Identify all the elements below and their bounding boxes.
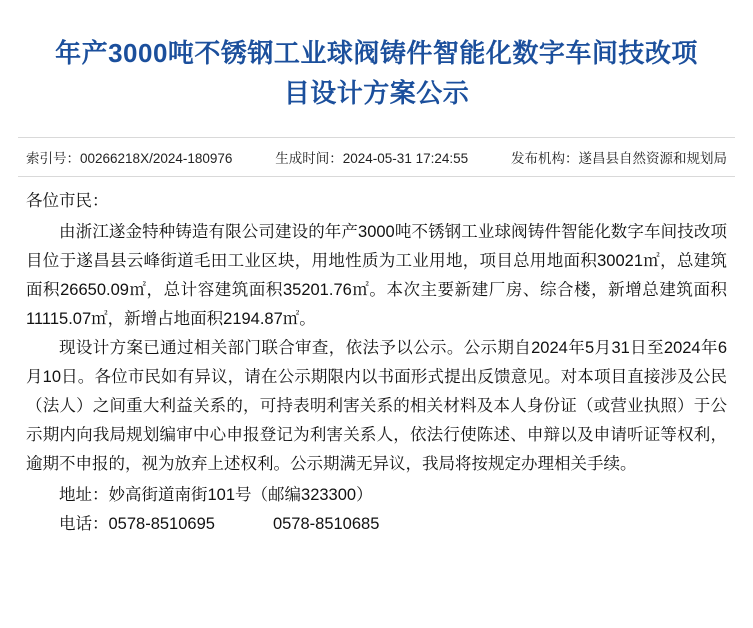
address-label: 地址： xyxy=(59,485,109,504)
meta-created-label: 生成时间： xyxy=(275,150,343,166)
document-page xyxy=(0,17,753,628)
document-meta-bar xyxy=(18,137,735,177)
meta-created-value: 2024-05-31 17:24:55 xyxy=(342,150,469,166)
paragraph-1: 由浙江遂金特种铸造有限公司建设的年产3000吨不锈钢工业球阀铸件智能化数字车间技改项目位于遂昌县云峰街道毛田工业区块，用地性质为工业用地，项目总用地面积30021㎡，总建筑面积26650.09㎡，总计容建筑面积35201.76㎡。本次主要新建厂房、综合楼，新增总建筑面积11115.07㎡，新增占地面积2194.87㎡。 xyxy=(26,222,727,328)
phone-value-2: 0578-8510685 xyxy=(272,514,380,533)
phone-label: 电话： xyxy=(59,514,109,533)
document-body xyxy=(18,177,735,539)
meta-index-label: 索引号： xyxy=(26,150,80,166)
contact-block xyxy=(26,479,727,539)
address-line xyxy=(26,481,727,510)
salutation: 各位市民： xyxy=(26,191,109,210)
meta-index-value: 00266218X/2024-180976 xyxy=(80,150,233,166)
meta-publisher-value: 遂昌县自然资源和规划局 xyxy=(578,150,727,166)
phone-line xyxy=(26,510,727,539)
address-value: 妙高街道南街101号（邮编323300） xyxy=(108,485,373,504)
meta-publisher xyxy=(511,147,727,167)
meta-index xyxy=(26,147,232,167)
paragraph-2: 现设计方案已通过相关部门联合审查，依法予以公示。公示期自2024年5月31日至2024年6月10日。各位市民如有异议，请在公示期限内以书面形式提出反馈意见。对本项目直接涉及公民（法人）之间重大利益关系的，可持表明利害关系的相关材料及本人身份证（或营业执照）于公示期内向我局规划编审中心申报登记为利害关系人，依法行使陈述、申辩以及申请听证等权利，逾期不申报的，视为放弃上述权利。公示期满无异议，我局将按规定办理相关手续。 xyxy=(26,338,727,473)
phone-value-1: 0578-8510695 xyxy=(108,514,215,533)
meta-created xyxy=(275,147,468,167)
page-title: 年产3000吨不锈钢工业球阀铸件智能化数字车间技改项目设计方案公示 xyxy=(55,38,698,109)
meta-publisher-label: 发布机构： xyxy=(510,150,579,166)
